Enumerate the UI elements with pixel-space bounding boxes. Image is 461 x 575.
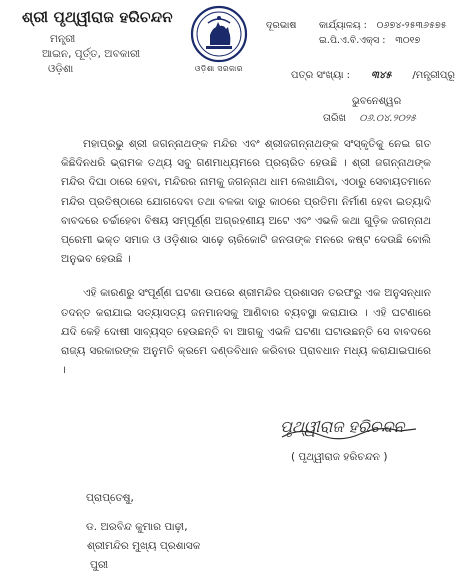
letter-body (61, 135, 431, 380)
signatory-name: ( ପୃଥ୍ୱୀରାଜ ହରିଚନ୍ଦନ ) (291, 451, 388, 463)
body-paragraph-1: ମହାପ୍ରଭୁ ଶ୍ରୀ ଜଗନ୍ନାଥଙ୍କ ମନ୍ଦିର ଏବଂ ଶ୍ରୀଜଗନ୍ନାଥଙ୍କ ସଂସ୍କୃତିକୁ ନେଇ ଗତ କିଛିଦିନଧରି ଭ୍ରାମକ ତଥ୍ୟ ସବୁ ଗଣମାଧ୍ୟମରେ ପ୍ରଚାରିତ ହେଉଛି । ଶ୍ରୀ ଜଗନ୍ନାଥଙ୍କ ମନ୍ଦିର ଦିଘା ଠାରେ ହେବା, ମନ୍ଦିରର ନାମକୁ ଜଗନ୍ନାଥ ଧାମ ଲେଖାଯିବା, ଏଠାରୁ ସେବାୟତମାନେ ମନ୍ଦିର ପ୍ରତିଷ୍ଠାରେ ଯୋଗଦେବା ତଥା ବଳକା ଦାରୁ କାଠରେ ପ୍ରତିମା ନିର୍ମାଣ ହେବା ଇତ୍ୟାଦି ବାବଦରେ ଚର୍ଚ୍ଚାହେବା ବିଷୟ ସମ୍ପୂର୍ଣ୍ଣ ଅଗ୍ରହଣୀୟ ଅଟେ ଏବଂ ଏଭଳି କଥା ଗୁଡ଼ିକ ଜଗନ୍ନାଥ ପ୍ରେମୀ ଭକ୍ତ ସମାଜ ଓ ଓଡ଼ିଶାର ସାଢ଼େ ଚାରିକୋଟି ଜନତାଙ୍କ ମନରେ କଷ୍ଟ ଦେଉଛି ବୋଲି ଅନୁଭବ ହେଉଛି । (61, 138, 431, 266)
handwritten-signature (280, 417, 420, 445)
phone-row: ଦୂରଭାଷ କାର୍ଯ୍ୟାଳୟ : ୦୬୭୪-୨୫୩୬୫୭୫ (266, 20, 447, 31)
letter-number-suffix: /ମନ୍ତ୍ରୀପ୍ରୂ (412, 70, 455, 81)
letter-place: ଭୁବନେଶ୍ୱର (352, 96, 402, 107)
signature-flourish-icon (280, 425, 420, 445)
recipient-line: ଶ୍ରୀମନ୍ଦିର ମୁଖ୍ୟ ପ୍ରଶାସକ (87, 540, 201, 552)
phone-row: ଇ.ପି.ଏ.ବି.ଏକ୍ସ : ୩୦୧୭ (319, 35, 421, 46)
body-paragraph-2: ଏହି କାରଣରୁ ସଂପୂର୍ଣ୍ଣ ଘଟଣା ଉପରେ ଶ୍ରୀମନ୍ଦିର ପ୍ରଶାସନ ତରଫରୁ ଏକ ଅନୁସନ୍ଧାନ ତଦନ୍ତ କରାଯାଇ ସତ୍ୟାସତ୍ୟ ଜନମାନସକୁ ଆଣିବାର ବ୍ୟବସ୍ଥା କରାଯାଉ । ଏହି ଘଟଣାରେ ଯଦି କେହି ଦୋଷୀ ସାବ୍ୟସ୍ତ ହେଉଛନ୍ତି ବା ଆଗକୁ ଏଭଳି ଘଟଣା ଘଟାଉଛନ୍ତି ସେ ବାବଦରେ ରାଜ୍ୟ ସରକାରଙ୍କ ଅନୁମତି କ୍ରମେ ଦଣ୍ଡବିଧାନ କରିବାର ପ୍ରାବଧାନ ମଧ୍ୟ କରାଯାଇପାରେ । (61, 287, 431, 377)
letter-date-value: ୦୬.୦୪.୨୦୨୫ (359, 113, 417, 124)
signature-scribble: ପୃଥ୍ୱୀରାଜ ହରିଚନ୍ଦନ (280, 417, 405, 436)
recipient-line: ପୁରୀ (90, 559, 109, 571)
sender-post: ମନ୍ତ୍ରୀ (50, 33, 76, 45)
letter-date-row (323, 113, 416, 124)
recipient-line: ଡ. ଅରବିନ୍ଦ କୁମାର ପାଢ଼ୀ, (86, 521, 188, 533)
sender-block (22, 8, 172, 77)
letter-number-value: ୩୪୫ (370, 70, 392, 81)
letter-number-label: ପତ୍ର ସଂଖ୍ୟା (291, 70, 344, 81)
letter-number-row: ପତ୍ର ସଂଖ୍ୟା : ୩୪୫ /ମନ୍ତ୍ରୀପ୍ରୂ (291, 70, 455, 81)
sender-state: ଓଡ଼ିଶା (48, 63, 74, 75)
phone-value: ୦୬୭୪-୨୫୩୬୫୭୫ (376, 20, 447, 31)
letter-date-label: ତାରିଖ (323, 113, 347, 124)
phone-block (266, 18, 447, 48)
phone-value: ୩୦୧୭ (395, 35, 421, 46)
recipient-address (86, 518, 200, 575)
sender-department: ଆଇନ, ପୂର୍ତ୍ତ, ଅବକାରୀ (42, 48, 141, 60)
recipient-label: ପ୍ରାପ୍ତେଷୁ, (86, 492, 134, 504)
phone-sub: ଇ.ପି.ଏ.ବି.ଏକ୍ସ (319, 35, 380, 46)
phone-sub: କାର୍ଯ୍ୟାଳୟ (319, 20, 361, 31)
emblem-caption: ଓଡ଼ିଶା ସରକାର (195, 64, 243, 73)
odisha-emblem-icon (190, 5, 248, 63)
phone-label: ଦୂରଭାଷ (266, 20, 297, 31)
sender-name: ଶ୍ରୀ ପୃଥ୍ୱୀରାଜ ହରିଚନ୍ଦନ (22, 8, 173, 26)
